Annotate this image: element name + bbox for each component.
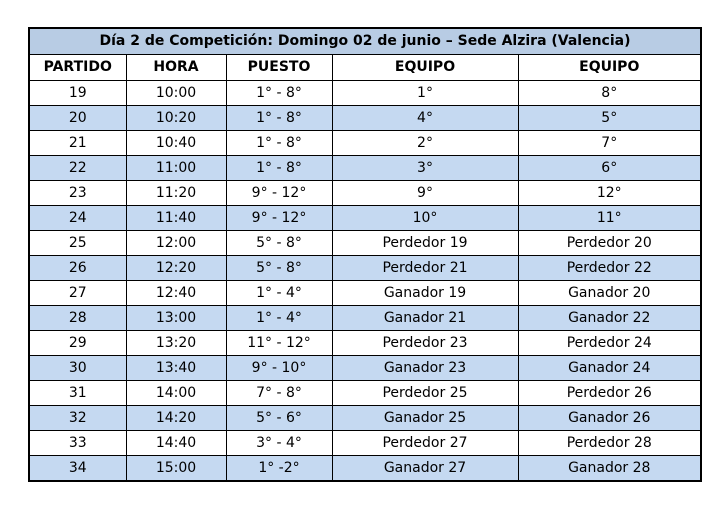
cell-partido: 27 [29, 281, 126, 306]
cell-partido: 21 [29, 131, 126, 156]
cell-hora: 14:00 [126, 381, 226, 406]
cell-hora: 12:40 [126, 281, 226, 306]
cell-equipo-2: 7° [518, 131, 701, 156]
cell-equipo-1: Ganador 21 [332, 306, 518, 331]
cell-equipo-1: Ganador 19 [332, 281, 518, 306]
cell-equipo-1: 2° [332, 131, 518, 156]
cell-hora: 13:40 [126, 356, 226, 381]
cell-puesto: 9° - 10° [226, 356, 332, 381]
cell-equipo-2: Perdedor 24 [518, 331, 701, 356]
header-equipo-2: EQUIPO [518, 55, 701, 81]
table-row [29, 356, 701, 381]
cell-equipo-1: Ganador 23 [332, 356, 518, 381]
table-row [29, 181, 701, 206]
table-row [29, 256, 701, 281]
cell-equipo-1: Perdedor 27 [332, 431, 518, 456]
cell-equipo-1: 4° [332, 106, 518, 131]
cell-partido: 29 [29, 331, 126, 356]
table-row [29, 131, 701, 156]
cell-hora: 10:00 [126, 81, 226, 106]
cell-equipo-2: 5° [518, 106, 701, 131]
cell-partido: 23 [29, 181, 126, 206]
cell-equipo-2: Ganador 28 [518, 456, 701, 482]
cell-equipo-1: Perdedor 25 [332, 381, 518, 406]
cell-partido: 30 [29, 356, 126, 381]
table-row [29, 281, 701, 306]
table-row [29, 306, 701, 331]
cell-partido: 20 [29, 106, 126, 131]
cell-equipo-2: 8° [518, 81, 701, 106]
header-partido: PARTIDO [29, 55, 126, 81]
cell-equipo-2: Perdedor 26 [518, 381, 701, 406]
cell-equipo-2: Ganador 24 [518, 356, 701, 381]
cell-hora: 10:40 [126, 131, 226, 156]
cell-hora: 13:00 [126, 306, 226, 331]
schedule-container [28, 27, 700, 482]
cell-equipo-1: Perdedor 19 [332, 231, 518, 256]
cell-partido: 26 [29, 256, 126, 281]
cell-puesto: 1° - 8° [226, 156, 332, 181]
cell-hora: 11:40 [126, 206, 226, 231]
cell-equipo-2: 11° [518, 206, 701, 231]
table-row [29, 331, 701, 356]
table-row [29, 106, 701, 131]
cell-equipo-2: Ganador 26 [518, 406, 701, 431]
cell-hora: 15:00 [126, 456, 226, 482]
cell-hora: 14:40 [126, 431, 226, 456]
cell-puesto: 1° - 8° [226, 106, 332, 131]
cell-puesto: 9° - 12° [226, 181, 332, 206]
cell-equipo-2: 12° [518, 181, 701, 206]
cell-hora: 10:20 [126, 106, 226, 131]
cell-puesto: 11° - 12° [226, 331, 332, 356]
cell-equipo-1: 1° [332, 81, 518, 106]
cell-puesto: 5° - 8° [226, 231, 332, 256]
cell-equipo-1: 9° [332, 181, 518, 206]
cell-hora: 11:20 [126, 181, 226, 206]
schedule-table [28, 27, 702, 482]
table-row [29, 81, 701, 106]
cell-hora: 11:00 [126, 156, 226, 181]
cell-puesto: 5° - 8° [226, 256, 332, 281]
cell-equipo-1: Perdedor 21 [332, 256, 518, 281]
cell-puesto: 1° - 8° [226, 131, 332, 156]
cell-equipo-2: 6° [518, 156, 701, 181]
table-row [29, 156, 701, 181]
table-row [29, 406, 701, 431]
table-row [29, 231, 701, 256]
cell-partido: 33 [29, 431, 126, 456]
cell-puesto: 7° - 8° [226, 381, 332, 406]
cell-equipo-1: 10° [332, 206, 518, 231]
cell-partido: 22 [29, 156, 126, 181]
cell-equipo-2: Ganador 22 [518, 306, 701, 331]
cell-partido: 34 [29, 456, 126, 482]
cell-partido: 28 [29, 306, 126, 331]
cell-partido: 25 [29, 231, 126, 256]
cell-hora: 13:20 [126, 331, 226, 356]
cell-equipo-1: Perdedor 23 [332, 331, 518, 356]
cell-equipo-2: Perdedor 28 [518, 431, 701, 456]
header-equipo-1: EQUIPO [332, 55, 518, 81]
header-puesto: PUESTO [226, 55, 332, 81]
header-row [29, 55, 701, 81]
cell-partido: 31 [29, 381, 126, 406]
cell-equipo-1: Ganador 27 [332, 456, 518, 482]
cell-hora: 12:00 [126, 231, 226, 256]
title-row [29, 28, 701, 55]
cell-equipo-2: Ganador 20 [518, 281, 701, 306]
cell-equipo-2: Perdedor 20 [518, 231, 701, 256]
cell-partido: 19 [29, 81, 126, 106]
cell-puesto: 1° - 8° [226, 81, 332, 106]
table-row [29, 206, 701, 231]
header-hora: HORA [126, 55, 226, 81]
cell-hora: 14:20 [126, 406, 226, 431]
cell-partido: 24 [29, 206, 126, 231]
cell-equipo-1: Ganador 25 [332, 406, 518, 431]
cell-puesto: 3° - 4° [226, 431, 332, 456]
table-row [29, 431, 701, 456]
cell-equipo-1: 3° [332, 156, 518, 181]
cell-puesto: 1° -2° [226, 456, 332, 482]
table-row [29, 381, 701, 406]
cell-puesto: 1° - 4° [226, 281, 332, 306]
cell-puesto: 1° - 4° [226, 306, 332, 331]
cell-equipo-2: Perdedor 22 [518, 256, 701, 281]
cell-hora: 12:20 [126, 256, 226, 281]
table-row [29, 456, 701, 482]
cell-puesto: 9° - 12° [226, 206, 332, 231]
cell-partido: 32 [29, 406, 126, 431]
cell-puesto: 5° - 6° [226, 406, 332, 431]
table-title: Día 2 de Competición: Domingo 02 de junio – Sede Alzira (Valencia) [29, 28, 701, 55]
